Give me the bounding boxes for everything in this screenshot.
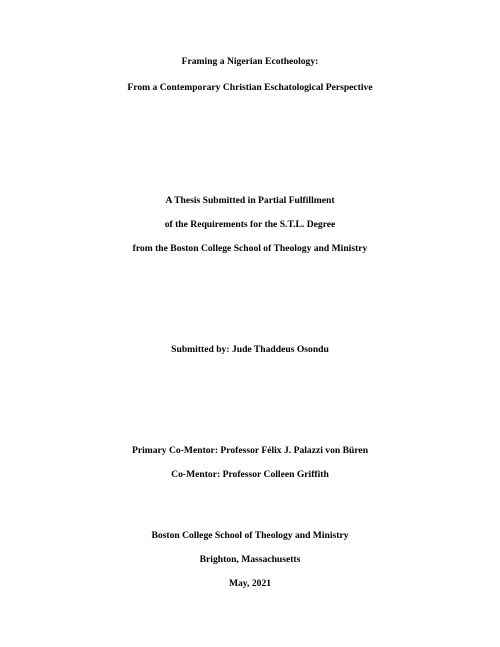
primary-co-mentor: Primary Co-Mentor: Professor Félix J. Palazzi von Büren xyxy=(131,445,369,456)
thesis-statement-line-1: A Thesis Submitted in Partial Fulfillment xyxy=(165,195,335,206)
thesis-title-line-1: Framing a Nigerian Ecotheology: xyxy=(181,56,319,67)
co-mentor: Co-Mentor: Professor Colleen Griffith xyxy=(171,469,329,480)
submitted-by: Submitted by: Jude Thaddeus Osondu xyxy=(171,344,329,355)
institution-name: Boston College School of Theology and Ministry xyxy=(151,530,349,541)
thesis-title-line-2: From a Contemporary Christian Eschatological Perspective xyxy=(127,82,373,93)
thesis-statement-line-2: of the Requirements for the S.T.L. Degree xyxy=(164,219,336,230)
submission-date: May, 2021 xyxy=(228,578,272,589)
thesis-statement-line-3: from the Boston College School of Theology and Ministry xyxy=(132,243,368,254)
institution-location: Brighton, Massachusetts xyxy=(199,554,301,565)
